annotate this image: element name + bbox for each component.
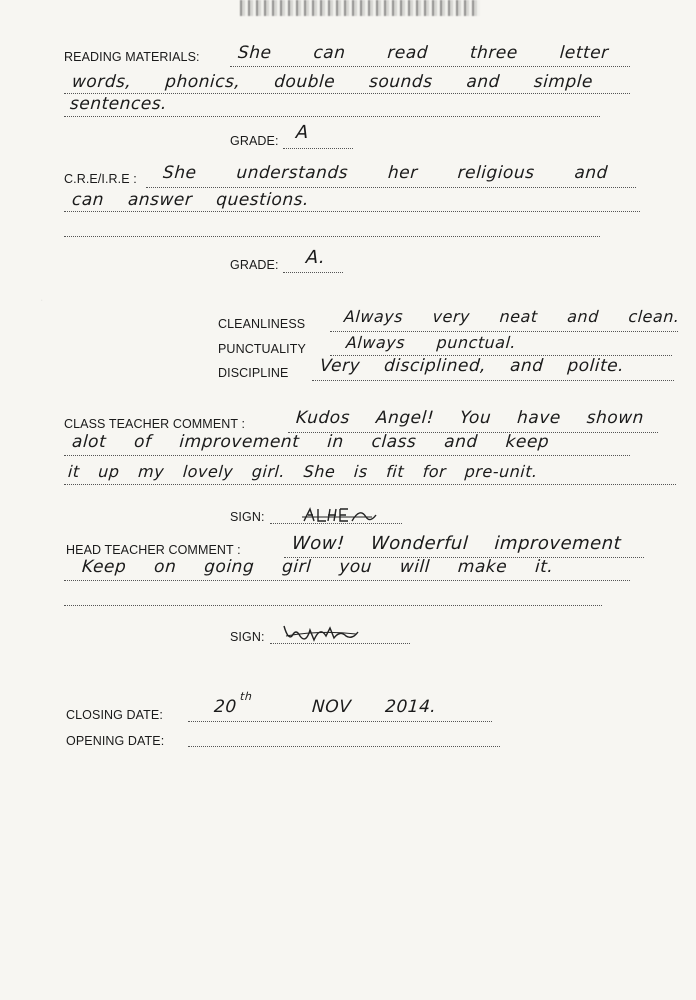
class-teacher-line-3 bbox=[64, 484, 676, 485]
reading-grade: A bbox=[295, 122, 310, 143]
reading-materials-label: READING MATERIALS: bbox=[64, 50, 200, 64]
discipline-line bbox=[312, 380, 674, 381]
scan-artifact bbox=[240, 0, 480, 16]
bleed-through-text: . bbox=[40, 290, 44, 304]
head-teacher-line-2 bbox=[64, 580, 630, 581]
reading-grade-line bbox=[283, 148, 353, 149]
cre-label: C.R.E/I.R.E : bbox=[64, 172, 137, 186]
head-teacher-sign-label: SIGN: bbox=[230, 630, 265, 644]
closing-date-day: 20 bbox=[213, 697, 238, 717]
discipline-label: DISCIPLINE bbox=[218, 366, 289, 380]
class-teacher-line-2 bbox=[64, 455, 630, 456]
cre-line-2 bbox=[64, 211, 640, 212]
cre-line-1 bbox=[146, 187, 636, 188]
head-teacher-signature bbox=[280, 622, 360, 646]
reading-text-2: words, phonics, double sounds and simple bbox=[71, 72, 594, 92]
class-teacher-text-1: Kudos Angel! You have shown bbox=[295, 408, 645, 428]
head-teacher-text-2: Keep on going girl you will make it. bbox=[81, 557, 555, 577]
cre-text-1: She understands her religious and bbox=[162, 163, 609, 183]
head-teacher-line-3 bbox=[64, 605, 602, 606]
opening-date-line bbox=[188, 746, 500, 747]
cre-text-2: can answer questions. bbox=[71, 190, 310, 210]
punctuality-label: PUNCTUALITY bbox=[218, 342, 306, 356]
discipline-value: Very disciplined, and polite. bbox=[319, 356, 625, 376]
reading-text-1: She can read three letter bbox=[237, 43, 610, 63]
reading-line-1 bbox=[230, 66, 630, 67]
class-teacher-comment-label: CLASS TEACHER COMMENT : bbox=[64, 417, 246, 431]
cleanliness-line bbox=[330, 331, 678, 332]
class-teacher-text-3: it up my lovely girl. She is fit for pre-unit. bbox=[67, 462, 539, 481]
closing-date-suffix: th bbox=[239, 690, 253, 703]
reading-text-3: sentences. bbox=[69, 94, 168, 114]
closing-date-label: CLOSING DATE: bbox=[66, 708, 163, 722]
closing-date-rest: NOV 2014. bbox=[311, 697, 438, 717]
class-teacher-sign-label: SIGN: bbox=[230, 510, 265, 524]
cre-grade-label: GRADE: bbox=[230, 258, 279, 272]
opening-date-label: OPENING DATE: bbox=[66, 734, 165, 748]
cleanliness-label: CLEANLINESS bbox=[218, 317, 306, 331]
cre-line-3 bbox=[64, 236, 600, 237]
reading-grade-label: GRADE: bbox=[230, 134, 279, 148]
cre-grade: A. bbox=[305, 247, 327, 268]
cleanliness-value: Always very neat and clean. bbox=[343, 307, 681, 326]
class-teacher-text-2: alot of improvement in class and keep bbox=[71, 432, 550, 452]
head-teacher-text-1: Wow! Wonderful improvement bbox=[291, 533, 622, 554]
punctuality-value: Always punctual. bbox=[345, 333, 517, 352]
head-teacher-comment-label: HEAD TEACHER COMMENT : bbox=[66, 543, 241, 557]
closing-date-line bbox=[188, 721, 492, 722]
class-teacher-signature bbox=[300, 505, 380, 527]
cre-grade-line bbox=[283, 272, 343, 273]
reading-line-3 bbox=[64, 116, 600, 117]
